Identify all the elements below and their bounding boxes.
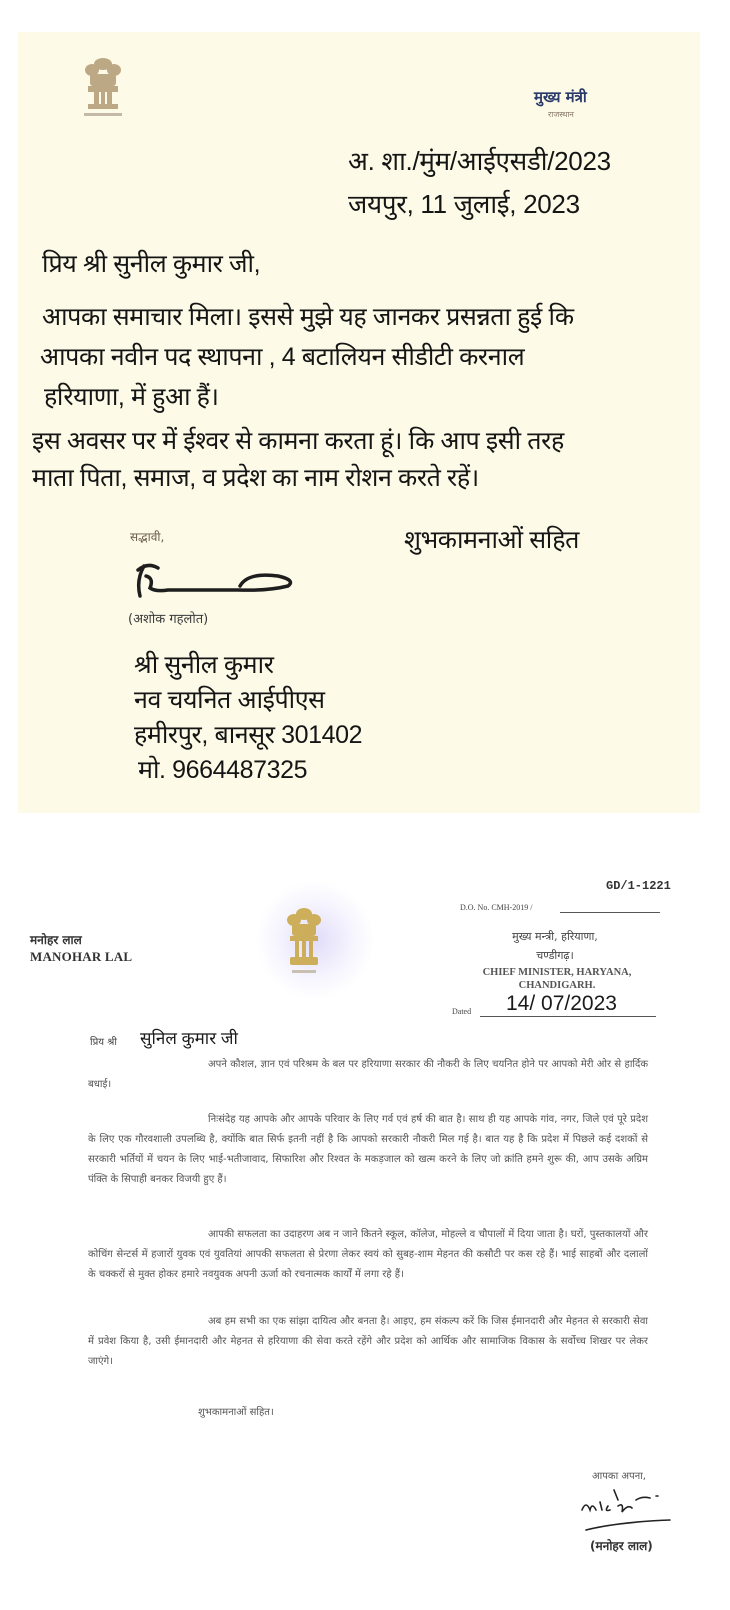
office-english-line1: CHIEF MINISTER, HARYANA, bbox=[482, 967, 632, 978]
paragraph: आपकी सफलता का उदाहरण अब न जाने कितने स्कूल, कॉलेज, मोहल्ले व चौपालों में दिया जाता है। घरों, पुस्तकालयों और कोचिंग सेन्टर्स में हजारों युवक एवं युवतियां आपकी सफलता से प्रेरणा लेकर स्वयं को सुबह-शाम मेहनत की कसौटी पर कस रहे हैं। भाई साहबों और दलालों के चक्करों से मुक्त होकर हमारे नवयुवक अपनी ऊर्जा को रचनात्मक कार्यों में लगा रहे हैं। bbox=[88, 1229, 648, 1280]
paragraph: निःसंदेह यह आपके और आपके परिवार के लिए गर्व एवं हर्ष की बात है। साथ ही यह आपके गांव, नगर, जिले एवं पूरे प्रदेश के लिए एक गौरवशाली उपलब्धि है, क्योंकि बात सिर्फ इतनी नहीं है कि आपको सरकारी नौकरी मिल गई है। बात यह है कि प्रदेश में पिछले कई दशकों से सरकारी भर्तियों में चयन के लिए भाई-भतीजावाद, सिफारिश और रिश्वत के मकड़जाल को खत्म करने के लिए जो क्रांति हमने शुरू की, आप उसके अग्रिम पंक्ति के सिपाही बनकर विजयी हुए हैं। bbox=[88, 1114, 648, 1185]
office-title: मुख्य मंत्री bbox=[534, 88, 587, 106]
ashoka-emblem-icon bbox=[284, 906, 324, 978]
place-date: जयपुर, 11 जुलाई, 2023 bbox=[348, 189, 580, 219]
signature-icon bbox=[578, 1486, 678, 1540]
letter-date: 14/ 07/2023 bbox=[506, 992, 617, 1015]
ashoka-emblem-icon bbox=[78, 56, 128, 118]
salutation-prefix: प्रिय श्री bbox=[90, 1037, 117, 1048]
paragraph: अब हम सभी का एक सांझा दायित्व और बनता है। आइए, हम संकल्प करें कि जिस ईमानदारी और मेहनत से सरकारी सेवा में प्रवेश किया है, उसी ईमानदारी और मेहनत से हरियाणा की सेवा करते रहेंगे और प्रदेश को आर्थिक और सामाजिक विकास के सर्वोच्च शिखर पर लेकर जाएंगे। bbox=[88, 1316, 648, 1367]
body-line: इस अवसर पर में ईश्वर से कामना करता हूं। कि आप इसी तरह bbox=[32, 427, 564, 455]
do-number-blank bbox=[560, 912, 660, 913]
body-line: आपका नवीन पद स्थापना , 4 बटालियन सीडीटी करनाल bbox=[40, 343, 525, 371]
date-underline bbox=[480, 1016, 656, 1017]
signatory-name: (अशोक गहलोत) bbox=[128, 612, 209, 627]
sign-off: आपका अपना, bbox=[592, 1471, 646, 1482]
office-english-line2: CHANDIGARH. bbox=[518, 980, 596, 991]
sender-name-hindi: मनोहर लाल bbox=[30, 933, 82, 947]
closing-wishes: शुभकामनाओं सहित bbox=[404, 526, 579, 554]
body-line: हरियाणा, में हुआ हैं। bbox=[44, 383, 219, 411]
body-line: माता पिता, समाज, व प्रदेश का नाम रोशन करते रहें। bbox=[32, 464, 479, 492]
body-line: आपका समाचार मिला। इससे मुझे यह जानकर प्रसन्नता हुई कि bbox=[42, 303, 574, 331]
signature-icon bbox=[128, 558, 308, 612]
dated-label: Dated bbox=[452, 1007, 472, 1016]
recipient-address: हमीरपुर, बानसूर 301402 bbox=[134, 721, 363, 749]
salutation-name: सुनिल कुमार जी bbox=[140, 1029, 238, 1048]
salutation: प्रिय श्री सुनील कुमार जी, bbox=[42, 250, 261, 278]
office-state: राजस्थान bbox=[548, 110, 574, 119]
office-hindi-line2: चण्डीगढ़। bbox=[536, 949, 574, 962]
signatory-name: (मनोहर लाल) bbox=[590, 1539, 653, 1553]
recipient-mobile: मो. 9664487325 bbox=[138, 756, 308, 784]
closing-yours: सद्भावी, bbox=[130, 530, 165, 544]
recipient-name: श्री सुनील कुमार bbox=[134, 651, 274, 679]
office-hindi-line1: मुख्य मन्त्री, हरियाणा, bbox=[512, 930, 598, 943]
reference-number: अ. शा./मुंम/आईएसडी/2023 bbox=[348, 146, 611, 176]
closing-wishes: शुभकामनाओं सहित। bbox=[198, 1407, 274, 1418]
do-number: D.O. No. CMH-2019 / bbox=[460, 903, 533, 912]
sender-name-english: MANOHAR LAL bbox=[30, 949, 133, 964]
recipient-designation: नव चयनित आईपीएस bbox=[134, 686, 325, 714]
paragraph: अपने कौशल, ज्ञान एवं परिश्रम के बल पर हरियाणा सरकार की नौकरी के लिए चयनित होने पर आपको मेरी ओर से हार्दिक बधाई। bbox=[88, 1059, 648, 1090]
letter-haryana-cm bbox=[0, 860, 730, 1610]
reference-number: GD/1-1221 bbox=[606, 879, 671, 893]
letter-rajasthan-cm bbox=[18, 32, 700, 813]
